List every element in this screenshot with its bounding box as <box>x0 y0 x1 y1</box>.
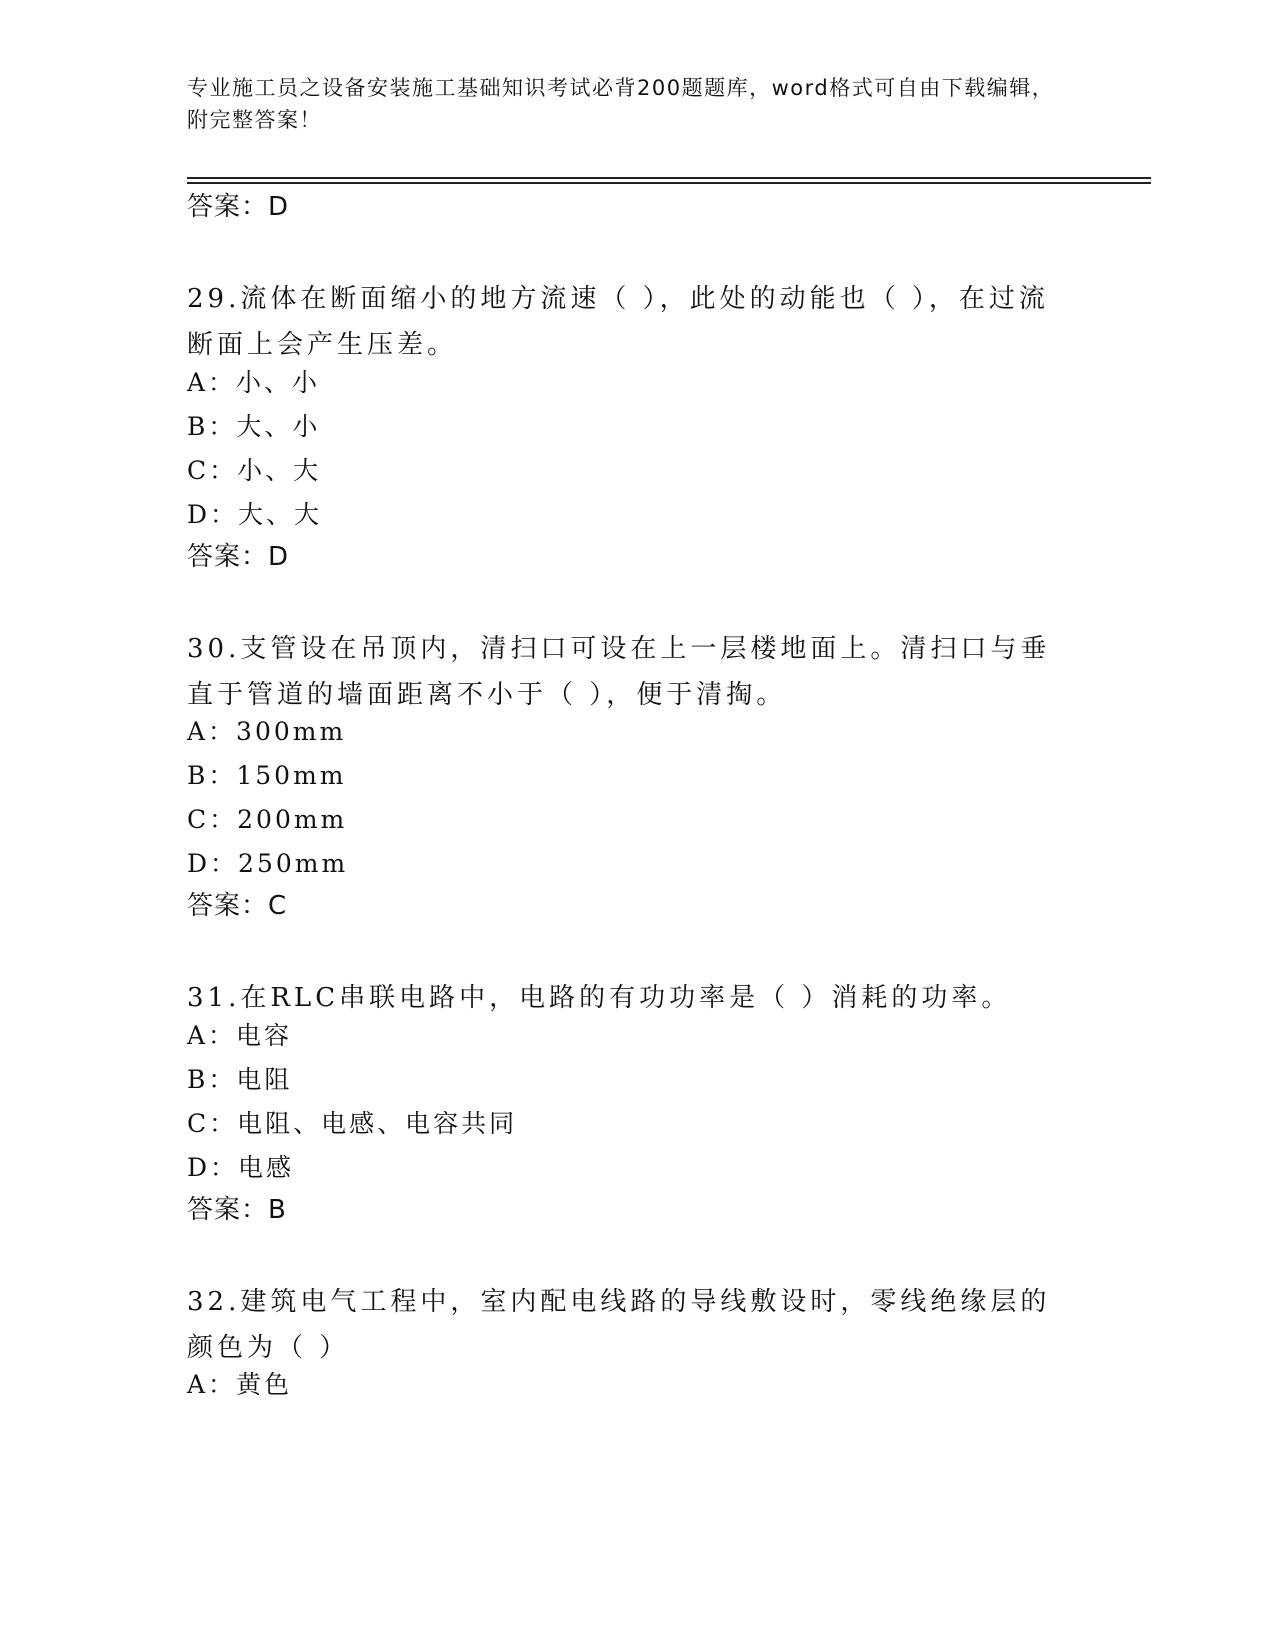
question-30-option-b: B：150mm <box>187 761 347 790</box>
question-30-answer: 答案：C <box>187 891 288 921</box>
question-30-option-a: A：300mm <box>187 717 347 746</box>
question-30-option-c: C：200mm <box>187 805 348 834</box>
header-divider-line <box>187 177 1151 179</box>
question-31-option-b: B：电阻 <box>187 1065 293 1094</box>
question-stem-32: 32.建筑电气工程中，室内配电线路的导线敷设时，零线绝缘层的颜色为（ ） <box>187 1287 1051 1363</box>
header-divider-line-thin <box>187 182 1151 184</box>
question-29-option-a: A：小、小 <box>187 368 321 397</box>
question-29-answer: 答案：D <box>187 542 290 572</box>
question-29-option-c: C：小、大 <box>187 456 322 485</box>
question-31-option-a: A：电容 <box>187 1021 293 1050</box>
question-30-option-d: D：250mm <box>187 849 349 878</box>
question-32-option-a: A：黄色 <box>187 1370 293 1399</box>
question-29-option-d: D：大、大 <box>187 500 323 529</box>
question-31-answer: 答案：B <box>187 1195 287 1225</box>
document-header-title: 专业施工员之设备安装施工基础知识考试必背200题题库，word格式可自由下载编辑，附完整答案！ <box>187 76 1055 132</box>
question-stem-31: 31.在RLC串联电路中，电路的有功功率是（ ）消耗的功率。 <box>187 983 1012 1013</box>
question-stem-29: 29.流体在断面缩小的地方流速（ ），此处的动能也（ ），在过流断面上会产生压差。 <box>187 284 1049 360</box>
question-31-option-d: D：电感 <box>187 1153 295 1182</box>
question-31-option-c: C：电阻、电感、电容共同 <box>187 1109 518 1138</box>
question-stem-30: 30.支管设在吊顶内，清扫口可设在上一层楼地面上。清扫口与垂直于管道的墙面距离不小于（ ），便于清掏。 <box>187 634 1051 710</box>
question-29-option-b: B：大、小 <box>187 412 321 441</box>
answer-label: 答案：D <box>187 192 290 222</box>
